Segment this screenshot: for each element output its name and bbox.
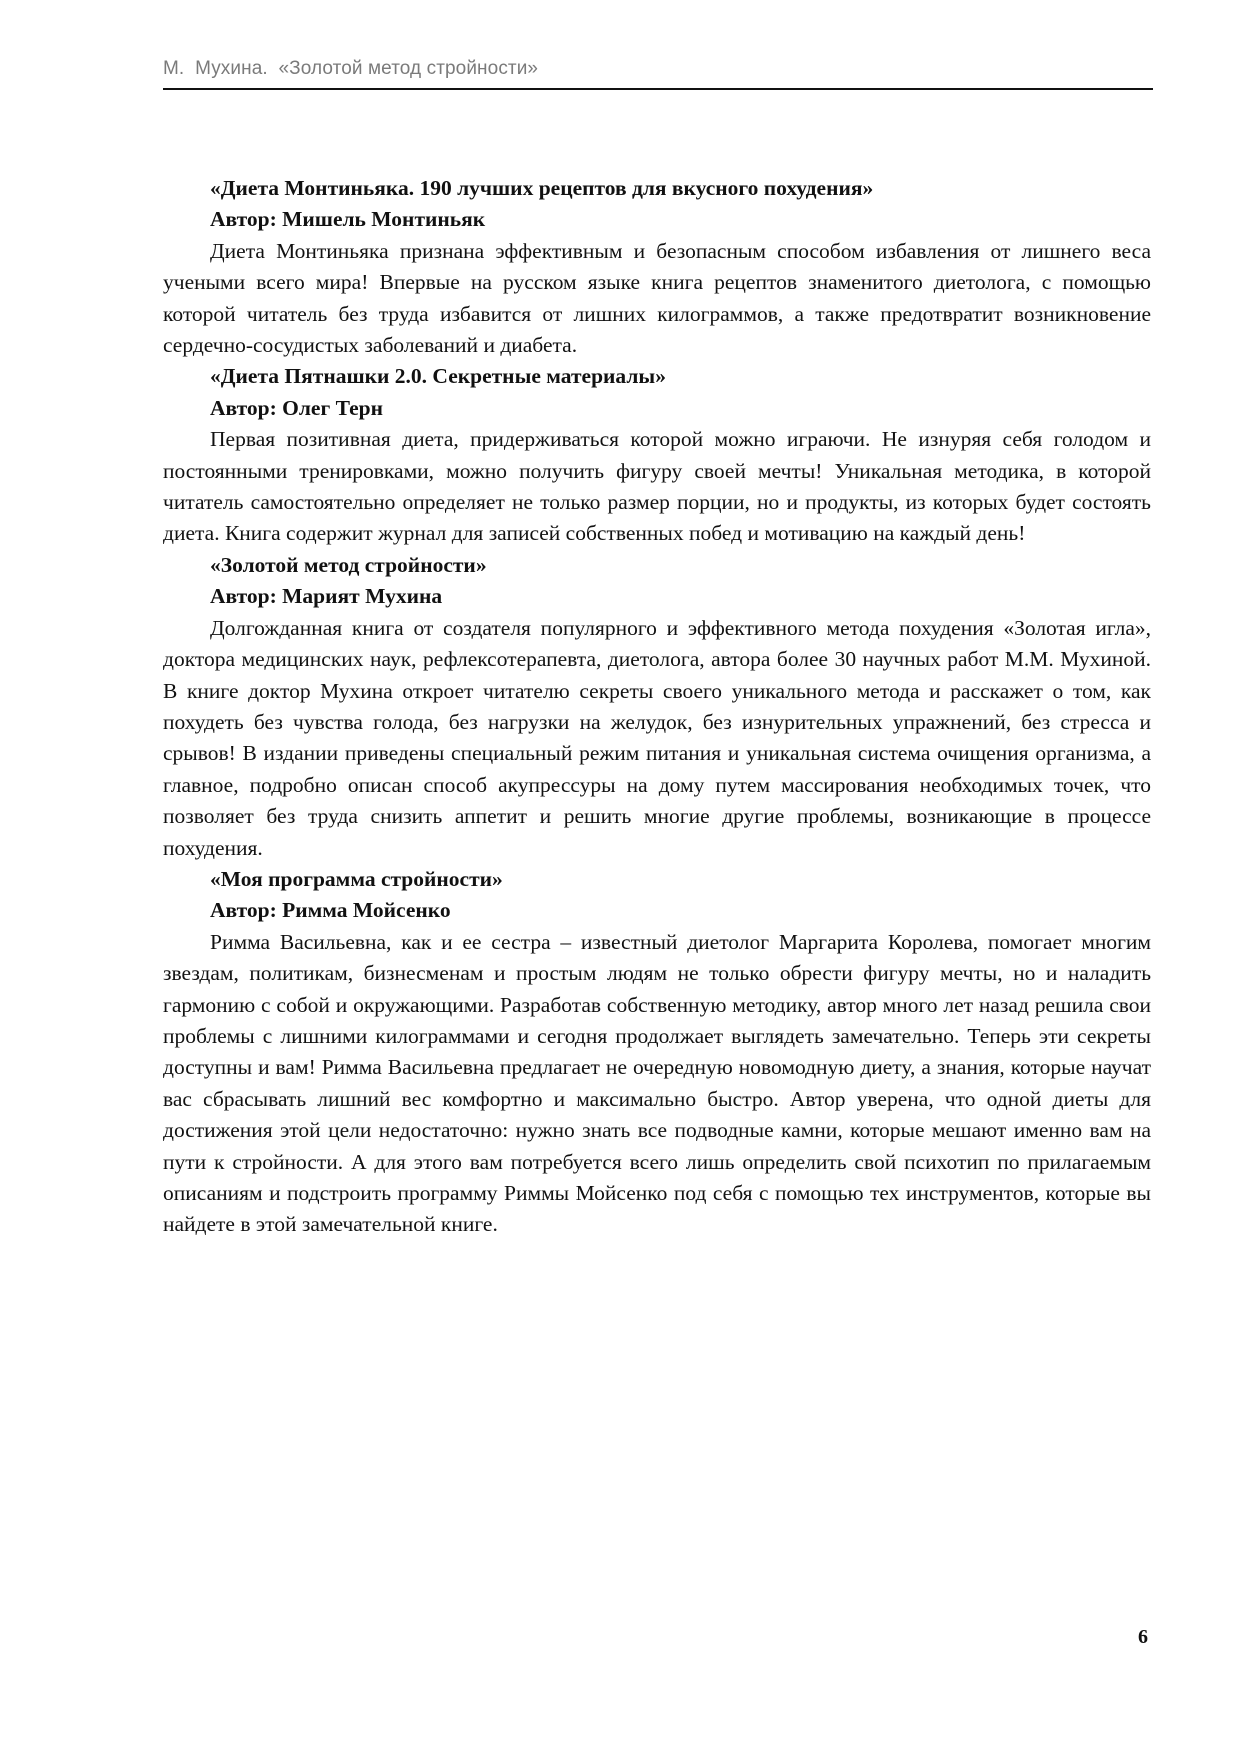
book-description: Долгожданная книга от создателя популярного и эффективного метода похудения «Золотая игла», доктора медицинских наук, рефлексотерапевта, диетолога, автора более 30 научных работ М.М. Мухиной. В книге доктор Мухина откроет читателю секреты своего уникального метода и расскажет о том, как похудеть без чувства голода, без нагрузки на желудок, без изнурительных упражнений, без стресса и срывов! В издании приведены специальный режим питания и уникальная система очищения организма, а главное, подробно описан способ акупрессуры на дому путем массирования необходимых точек, что позволяет без труда снизить аппетит и решить многие другие проблемы, возникающие в процессе похудения. — [163, 615, 1151, 860]
book-description: Диета Монтиньяка признана эффективным и безопасным способом избавления от лишнего веса учеными всего мира! Впервые на русском языке книга рецептов знаменитого диетолога, с помощью которой читатель без труда избавится от лишних килограммов, а также предотвратит возникновение сердечно-сосудистых заболеваний и диабета. — [163, 238, 1151, 358]
book-author: Автор: Олег Терн — [210, 395, 383, 420]
book-title: «Моя программа стройности» — [210, 866, 503, 891]
book-entry-montignac — [163, 173, 1151, 361]
book-title: «Диета Монтиньяка. 190 лучших рецептов для вкусного похудения» — [210, 176, 874, 200]
book-author: Автор: Римма Мойсенко — [210, 898, 451, 923]
book-author: Автор: Мишель Монтиньяк — [210, 207, 486, 232]
book-entry-golden-method — [163, 550, 1151, 864]
book-description: Римма Васильевна, как и ее сестра – известный диетолог Маргарита Королева, помогает многим звездам, политикам, бизнесменам и простым людям не только обрести фигуру мечты, но и наладить гармонию с собой и окружающими. Разработав собственную методику, автор много лет назад решила свои проблемы с лишними килограммами и сегодня продолжает выглядеть замечательно. Теперь эти секреты доступны и вам! Римма Васильевна предлагает не очередную новомодную диету, а знания, которые научат вас сбрасывать лишний вес комфортно и максимально быстро. Автор уверена, что одной диеты для достижения этой цели недостаточно: нужно знать все подводные камни, которые мешают именно вам на пути к стройности. А для этого вам потребуется всего лишь определить свой психотип по прилагаемым описаниям и подстроить программу Риммы Мойсенко под себя с помощью тех инструментов, которые вы найдете в этой замечательной книге. — [163, 929, 1151, 1237]
header-divider — [163, 88, 1153, 90]
page-content — [163, 173, 1151, 1241]
book-entry-pyatnashki — [163, 361, 1151, 549]
book-author: Автор: Марият Мухина — [210, 584, 443, 609]
book-entry-my-program — [163, 864, 1151, 1241]
page-number: 6 — [1138, 1626, 1148, 1648]
running-header: М. Мухина. «Золотой метод стройности» — [163, 58, 539, 79]
book-title: «Золотой метод стройности» — [210, 552, 487, 577]
book-title: «Диета Пятнашки 2.0. Секретные материалы» — [210, 364, 666, 389]
book-description: Первая позитивная диета, придерживаться которой можно играючи. Не изнуряя себя голодом и постоянными тренировками, можно получить фигуру своей мечты! Уникальная методика, в которой читатель самостоятельно определяет не только размер порции, но и продукты, из которых будет состоять диета. Книга содержит журнал для записей собственных побед и мотивацию на каждый день! — [163, 427, 1151, 546]
